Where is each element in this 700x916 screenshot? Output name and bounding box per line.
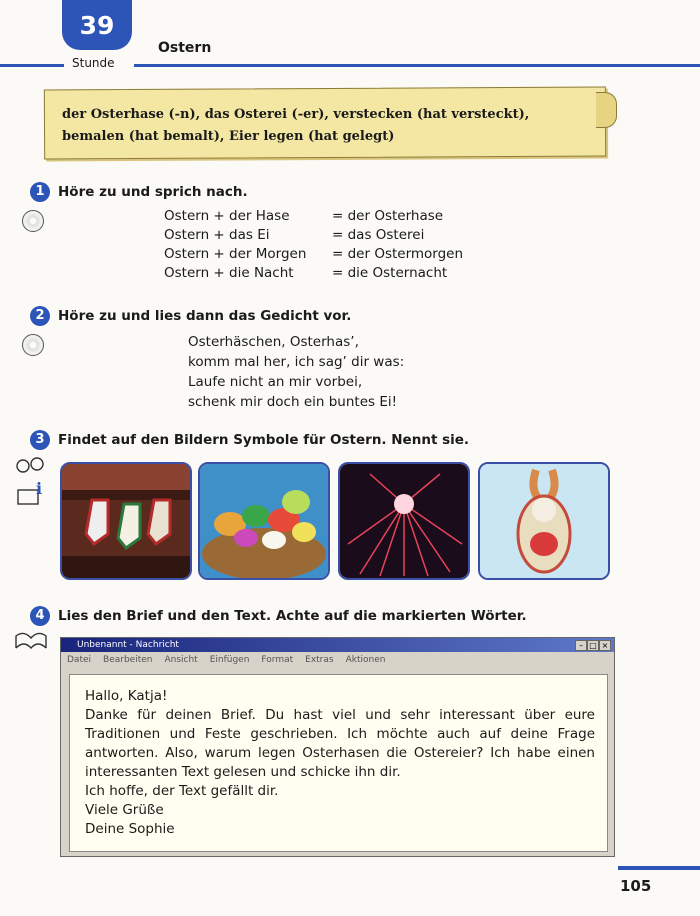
- window-titlebar: [61, 638, 614, 652]
- exercise-number-1: 1: [30, 182, 50, 202]
- pair-work-and-info-icon: [14, 456, 48, 512]
- photo-easter-eggs-basket: [198, 462, 330, 580]
- table-row: [164, 245, 463, 264]
- table-cell-right: = das Osterei: [332, 227, 425, 243]
- menu-bar: [61, 652, 614, 668]
- email-window: [60, 637, 615, 857]
- poem-line: Laufe nicht an mir vorbei,: [188, 374, 363, 390]
- svg-text:i: i: [36, 479, 43, 498]
- letter-text: [85, 687, 595, 839]
- letter-line: Ich hoffe, der Text gefällt dir.: [85, 783, 279, 799]
- letter-greeting: Hallo, Katja!: [85, 688, 168, 704]
- lesson-number-badge: 39: [62, 0, 132, 50]
- vocabulary-line: der Osterhase (-n), das Osterei (-er), verstecken (hat versteckt),: [62, 107, 530, 122]
- vocabulary-text: [62, 104, 592, 148]
- exercise-number-3: 3: [30, 430, 50, 450]
- open-book-icon: [14, 632, 48, 652]
- table-cell-left: Ostern + der Morgen: [164, 246, 307, 262]
- exercise-4-instruction: Lies den Brief und den Text. Achte auf die markierten Wörter.: [58, 608, 527, 624]
- poem: [188, 332, 404, 412]
- header-rule: [134, 64, 700, 67]
- table-cell-left: Ostern + der Hase: [164, 208, 290, 224]
- window-title: Unbenannt - Nachricht: [77, 640, 179, 650]
- poem-line: komm mal her, ich sag’ dir was:: [188, 354, 405, 370]
- letter-closing: Viele Grüße: [85, 802, 164, 818]
- exercise-2-instruction: Höre zu und lies dann das Gedicht vor.: [58, 308, 352, 324]
- table-cell-right: = der Ostermorgen: [332, 246, 464, 262]
- menu-item-aktionen[interactable]: Aktionen: [345, 655, 386, 665]
- header-rule: [0, 64, 64, 67]
- table-cell-right: = die Osternacht: [332, 265, 448, 281]
- table-row: [164, 264, 463, 283]
- exercise-3-instruction: Findet auf den Bildern Symbole für Ostern. Nennt sie.: [58, 432, 470, 448]
- page-number: 105: [620, 877, 652, 895]
- word-formation-table: [164, 207, 463, 283]
- exercise-number-4: 4: [30, 606, 50, 626]
- vocabulary-line: bemalen (hat bemalt), Eier legen (hat gelegt): [62, 129, 395, 144]
- poem-line: schenk mir doch ein buntes Ei!: [188, 394, 398, 410]
- menu-item-format[interactable]: Format: [261, 655, 294, 665]
- photo-christmas-stockings: [60, 462, 192, 580]
- page-title: Ostern: [158, 40, 212, 56]
- minimize-button[interactable]: –: [575, 640, 587, 651]
- footer-rule: [618, 866, 700, 870]
- exercise-1-instruction: Höre zu und sprich nach.: [58, 184, 248, 200]
- letter-signature: Deine Sophie: [85, 821, 175, 837]
- menu-item-extras[interactable]: Extras: [305, 655, 334, 665]
- close-button[interactable]: ×: [599, 640, 611, 651]
- banner-curl: [596, 92, 617, 128]
- menu-item-ansicht[interactable]: Ansicht: [164, 655, 198, 665]
- photo-chocolate-bunny: [478, 462, 610, 580]
- poem-line: Osterhäschen, Osterhas’,: [188, 334, 359, 350]
- table-cell-right: = der Osterhase: [332, 208, 444, 224]
- photo-fireworks: [338, 462, 470, 580]
- message-body[interactable]: [69, 674, 608, 852]
- exercise-number-2: 2: [30, 306, 50, 326]
- menu-item-einfuegen[interactable]: Einfügen: [209, 655, 250, 665]
- maximize-button[interactable]: □: [587, 640, 599, 651]
- menu-item-bearbeiten[interactable]: Bearbeiten: [103, 655, 153, 665]
- table-row: [164, 207, 463, 226]
- menu-item-datei[interactable]: Datei: [67, 655, 92, 665]
- table-cell-left: Ostern + die Nacht: [164, 265, 294, 281]
- audio-cd-icon[interactable]: [22, 210, 44, 232]
- table-cell-left: Ostern + das Ei: [164, 227, 270, 243]
- table-row: [164, 226, 463, 245]
- lesson-label: Stunde: [72, 56, 115, 70]
- letter-paragraph: Danke für deinen Brief. Du hast viel und sehr interessant über eure Traditionen und Feste geschrieben. Ich möchte auch auf deine Frage antworten. Also, warum legen Osterhasen die Ostereier? Ich habe einen interessanten Text gelesen und schicke ihn dir.: [85, 707, 595, 780]
- audio-cd-icon[interactable]: [22, 334, 44, 356]
